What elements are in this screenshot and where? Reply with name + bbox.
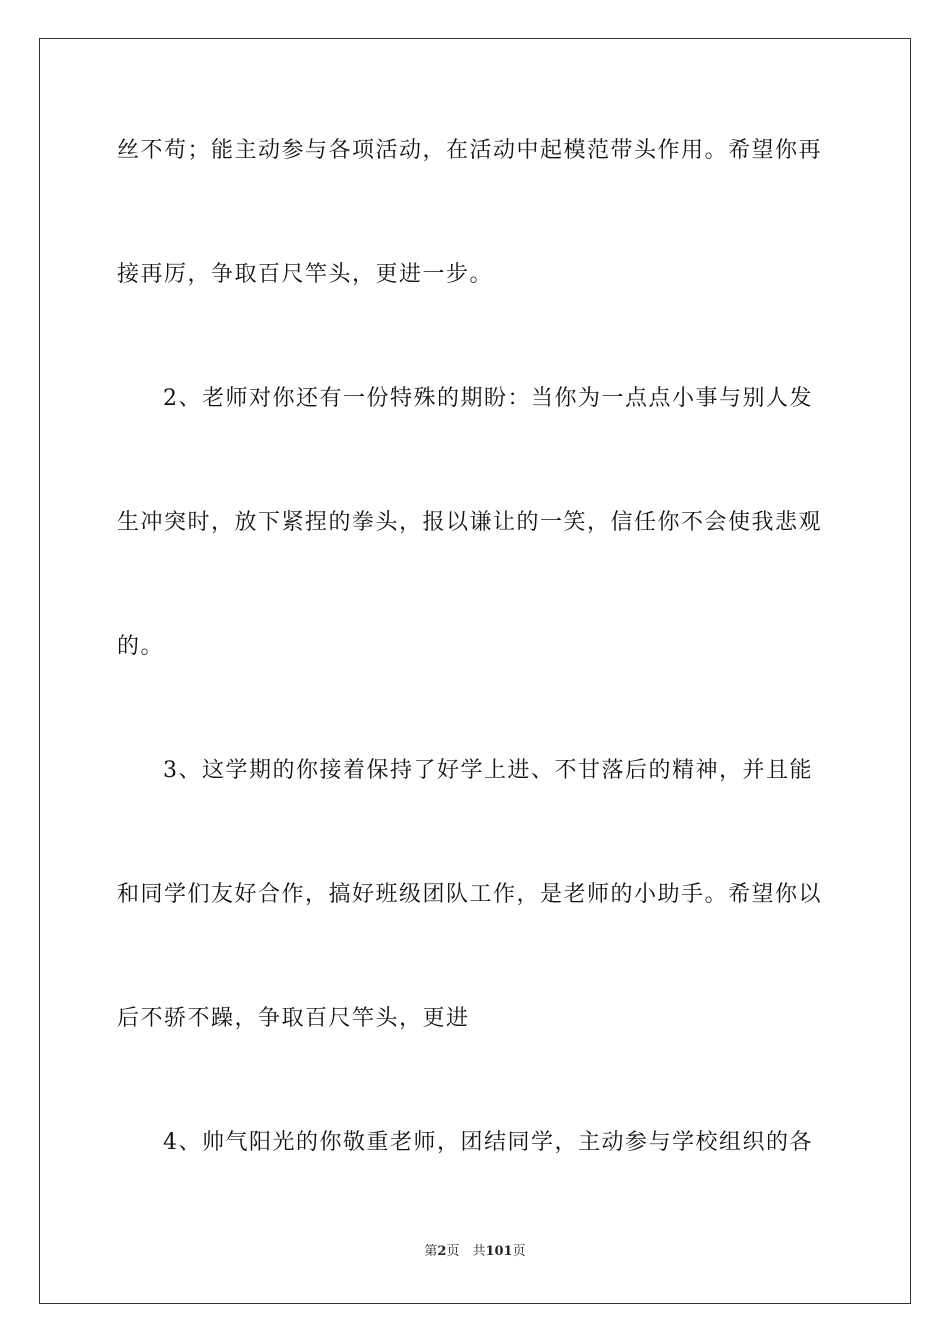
page-footer [0,1240,950,1259]
text-line-2: 接再厉，争取百尺竿头，更进一步。 [117,262,494,287]
footer-prefix: 第 [424,1244,438,1259]
text-line-6: 3、这学期的你接着保持了好学上进、不甘落后的精神，并且能 [163,758,813,783]
footer-suffix: 页 [512,1244,526,1259]
text-line-7: 和同学们友好合作，搞好班级团队工作，是老师的小助手。希望你以 [117,882,823,907]
text-line-5: 的。 [117,634,165,659]
footer-mid: 页 共 [446,1244,486,1259]
total-page-number: 101 [485,1244,513,1259]
page-frame [39,38,911,1304]
current-page-number: 2 [437,1244,447,1259]
text-line-8: 后不骄不躁，争取百尺竿头，更进 [117,1006,470,1031]
text-line-4: 生冲突时，放下紧捏的拳头，报以谦让的一笑，信任你不会使我悲观 [117,510,823,535]
text-line-3: 2、老师对你还有一份特殊的期盼：当你为一点点小事与别人发 [163,386,813,411]
text-line-9: 4、帅气阳光的你敬重老师，团结同学，主动参与学校组织的各 [163,1130,813,1155]
text-line-1: 丝不苟；能主动参与各项活动，在活动中起模范带头作用。希望你再 [117,138,823,163]
